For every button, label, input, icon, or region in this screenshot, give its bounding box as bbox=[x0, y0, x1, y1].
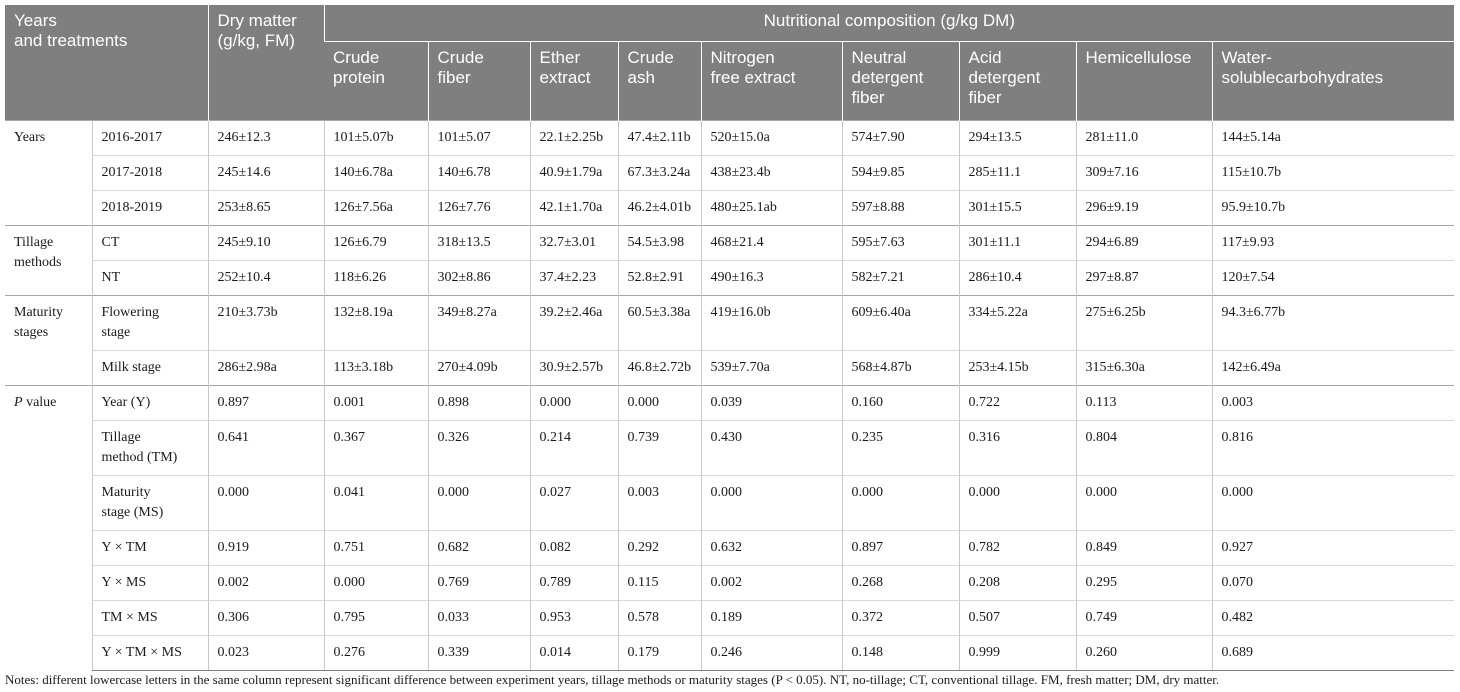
table-row bbox=[5, 476, 1454, 531]
table-cell: 296±9.19 bbox=[1076, 191, 1212, 226]
table-row bbox=[5, 566, 1454, 601]
table-cell: 113±3.18b bbox=[324, 351, 428, 386]
table-cell: 0.027 bbox=[530, 476, 618, 531]
table-cell: 120±7.54 bbox=[1212, 261, 1454, 296]
table-cell: 539±7.70a bbox=[701, 351, 842, 386]
row-label: 2016-2017 bbox=[92, 121, 208, 156]
table-cell: 0.795 bbox=[324, 601, 428, 636]
table-cell: 0.898 bbox=[428, 386, 530, 421]
table-cell: 246±12.3 bbox=[208, 121, 324, 156]
table-cell: 0.113 bbox=[1076, 386, 1212, 421]
table-cell: 252±10.4 bbox=[208, 261, 324, 296]
table-cell: 294±13.5 bbox=[959, 121, 1076, 156]
table-cell: 0.306 bbox=[208, 601, 324, 636]
table-cell: 286±2.98a bbox=[208, 351, 324, 386]
table-cell: 0.000 bbox=[1076, 476, 1212, 531]
table-cell: 574±7.90 bbox=[842, 121, 959, 156]
table-cell: 0.897 bbox=[208, 386, 324, 421]
table-cell: 0.041 bbox=[324, 476, 428, 531]
table-cell: 568±4.87b bbox=[842, 351, 959, 386]
table-cell: 0.999 bbox=[959, 636, 1076, 671]
table-container bbox=[5, 5, 1454, 671]
header-dry-matter: Dry matter (g/kg, FM) bbox=[208, 5, 324, 121]
row-label: Flowering stage bbox=[92, 296, 208, 351]
table-cell: 438±23.4b bbox=[701, 156, 842, 191]
table-cell: 0.002 bbox=[701, 566, 842, 601]
row-label: TM × MS bbox=[92, 601, 208, 636]
table-cell: 32.7±3.01 bbox=[530, 226, 618, 261]
table-cell: 0.632 bbox=[701, 531, 842, 566]
table-cell: 94.3±6.77b bbox=[1212, 296, 1454, 351]
table-cell: 101±5.07 bbox=[428, 121, 530, 156]
group-label: Tillage methods bbox=[5, 226, 92, 296]
table-cell: 0.682 bbox=[428, 531, 530, 566]
table-row bbox=[5, 531, 1454, 566]
table-cell: 0.751 bbox=[324, 531, 428, 566]
table-cell: 0.179 bbox=[618, 636, 701, 671]
table-cell: 47.4±2.11b bbox=[618, 121, 701, 156]
table-cell: 0.000 bbox=[428, 476, 530, 531]
table-cell: 0.000 bbox=[701, 476, 842, 531]
header-years-treatments: Years and treatments bbox=[5, 5, 208, 121]
table-cell: 286±10.4 bbox=[959, 261, 1076, 296]
header-column: Hemicellulose bbox=[1076, 42, 1212, 121]
group-label: P value bbox=[5, 386, 92, 671]
table-cell: 0.326 bbox=[428, 421, 530, 476]
table-cell: 595±7.63 bbox=[842, 226, 959, 261]
table-cell: 419±16.0b bbox=[701, 296, 842, 351]
table-cell: 30.9±2.57b bbox=[530, 351, 618, 386]
row-label: Y × MS bbox=[92, 566, 208, 601]
table-cell: 315±6.30a bbox=[1076, 351, 1212, 386]
table-cell: 0.897 bbox=[842, 531, 959, 566]
header-column: Nitrogen free extract bbox=[701, 42, 842, 121]
header-column: Neutral detergent fiber bbox=[842, 42, 959, 121]
table-cell: 270±4.09b bbox=[428, 351, 530, 386]
table-cell: 0.208 bbox=[959, 566, 1076, 601]
table-cell: 0.919 bbox=[208, 531, 324, 566]
table-cell: 140±6.78a bbox=[324, 156, 428, 191]
table-cell: 0.722 bbox=[959, 386, 1076, 421]
row-label: NT bbox=[92, 261, 208, 296]
table-cell: 0.148 bbox=[842, 636, 959, 671]
table-row bbox=[5, 386, 1454, 421]
table-cell: 253±4.15b bbox=[959, 351, 1076, 386]
table-cell: 0.000 bbox=[208, 476, 324, 531]
table-cell: 301±11.1 bbox=[959, 226, 1076, 261]
table-notes: Notes: different lowercase letters in the same column represent significant difference between experiment years, tillage methods or maturity stages (P < 0.05). NT, no-tillage; CT, conventional tillage. FM, fresh matter; DM, dry matter. bbox=[5, 672, 1220, 687]
table-cell: 0.953 bbox=[530, 601, 618, 636]
table-cell: 0.507 bbox=[959, 601, 1076, 636]
table-cell: 0.115 bbox=[618, 566, 701, 601]
table-cell: 0.023 bbox=[208, 636, 324, 671]
table-cell: 0.292 bbox=[618, 531, 701, 566]
table-cell: 0.235 bbox=[842, 421, 959, 476]
table-cell: 0.769 bbox=[428, 566, 530, 601]
table-cell: 0.339 bbox=[428, 636, 530, 671]
table-row bbox=[5, 121, 1454, 156]
header-column: Water- solublecarbohydrates bbox=[1212, 42, 1454, 121]
group-label: Years bbox=[5, 121, 92, 226]
table-cell: 0.295 bbox=[1076, 566, 1212, 601]
table-cell: 480±25.1ab bbox=[701, 191, 842, 226]
table-cell: 245±14.6 bbox=[208, 156, 324, 191]
row-label: 2017-2018 bbox=[92, 156, 208, 191]
table-cell: 0.001 bbox=[324, 386, 428, 421]
table-cell: 126±7.56a bbox=[324, 191, 428, 226]
header-column: Crude protein bbox=[324, 42, 428, 121]
table-row bbox=[5, 191, 1454, 226]
header-column: Crude fiber bbox=[428, 42, 530, 121]
table-cell: 0.000 bbox=[618, 386, 701, 421]
table-cell: 52.8±2.91 bbox=[618, 261, 701, 296]
table-cell: 582±7.21 bbox=[842, 261, 959, 296]
table-cell: 0.002 bbox=[208, 566, 324, 601]
table-cell: 468±21.4 bbox=[701, 226, 842, 261]
table-cell: 0.430 bbox=[701, 421, 842, 476]
table-cell: 490±16.3 bbox=[701, 261, 842, 296]
table-cell: 46.8±2.72b bbox=[618, 351, 701, 386]
table-row bbox=[5, 351, 1454, 386]
table-cell: 0.789 bbox=[530, 566, 618, 601]
table-cell: 609±6.40a bbox=[842, 296, 959, 351]
table-row bbox=[5, 156, 1454, 191]
table-header bbox=[5, 5, 1454, 121]
table-cell: 118±6.26 bbox=[324, 261, 428, 296]
table-row bbox=[5, 421, 1454, 476]
nutrition-table bbox=[5, 5, 1454, 671]
table-row bbox=[5, 226, 1454, 261]
table-cell: 0.014 bbox=[530, 636, 618, 671]
table-row bbox=[5, 296, 1454, 351]
table-row bbox=[5, 601, 1454, 636]
table-cell: 210±3.73b bbox=[208, 296, 324, 351]
table-cell: 0.689 bbox=[1212, 636, 1454, 671]
table-cell: 144±5.14a bbox=[1212, 121, 1454, 156]
table-cell: 115±10.7b bbox=[1212, 156, 1454, 191]
table-cell: 126±7.76 bbox=[428, 191, 530, 226]
row-label: Tillage method (TM) bbox=[92, 421, 208, 476]
row-label: Y × TM bbox=[92, 531, 208, 566]
table-cell: 0.000 bbox=[842, 476, 959, 531]
table-cell: 275±6.25b bbox=[1076, 296, 1212, 351]
table-cell: 0.189 bbox=[701, 601, 842, 636]
table-cell: 597±8.88 bbox=[842, 191, 959, 226]
table-cell: 67.3±3.24a bbox=[618, 156, 701, 191]
table-cell: 281±11.0 bbox=[1076, 121, 1212, 156]
table-cell: 253±8.65 bbox=[208, 191, 324, 226]
table-cell: 54.5±3.98 bbox=[618, 226, 701, 261]
table-cell: 0.160 bbox=[842, 386, 959, 421]
table-cell: 285±11.1 bbox=[959, 156, 1076, 191]
table-cell: 0.578 bbox=[618, 601, 701, 636]
table-cell: 0.039 bbox=[701, 386, 842, 421]
table-cell: 101±5.07b bbox=[324, 121, 428, 156]
table-cell: 0.268 bbox=[842, 566, 959, 601]
table-cell: 318±13.5 bbox=[428, 226, 530, 261]
table-cell: 302±8.86 bbox=[428, 261, 530, 296]
table-cell: 22.1±2.25b bbox=[530, 121, 618, 156]
table-cell: 140±6.78 bbox=[428, 156, 530, 191]
header-column: Ether extract bbox=[530, 42, 618, 121]
table-cell: 0.000 bbox=[324, 566, 428, 601]
table-row bbox=[5, 636, 1454, 671]
table-cell: 0.739 bbox=[618, 421, 701, 476]
table-cell: 0.082 bbox=[530, 531, 618, 566]
table-cell: 126±6.79 bbox=[324, 226, 428, 261]
table-cell: 245±9.10 bbox=[208, 226, 324, 261]
table-cell: 0.260 bbox=[1076, 636, 1212, 671]
table-cell: 0.276 bbox=[324, 636, 428, 671]
table-row bbox=[5, 261, 1454, 296]
table-cell: 0.214 bbox=[530, 421, 618, 476]
table-cell: 0.372 bbox=[842, 601, 959, 636]
table-cell: 0.804 bbox=[1076, 421, 1212, 476]
table-cell: 0.246 bbox=[701, 636, 842, 671]
row-label: Year (Y) bbox=[92, 386, 208, 421]
table-cell: 0.033 bbox=[428, 601, 530, 636]
header-column: Acid detergent fiber bbox=[959, 42, 1076, 121]
table-cell: 0.003 bbox=[1212, 386, 1454, 421]
table-cell: 0.316 bbox=[959, 421, 1076, 476]
row-label: Milk stage bbox=[92, 351, 208, 386]
table-cell: 40.9±1.79a bbox=[530, 156, 618, 191]
table-cell: 0.749 bbox=[1076, 601, 1212, 636]
row-label: Y × TM × MS bbox=[92, 636, 208, 671]
table-cell: 0.849 bbox=[1076, 531, 1212, 566]
table-cell: 349±8.27a bbox=[428, 296, 530, 351]
table-cell: 0.003 bbox=[618, 476, 701, 531]
table-cell: 37.4±2.23 bbox=[530, 261, 618, 296]
table-cell: 0.482 bbox=[1212, 601, 1454, 636]
table-cell: 132±8.19a bbox=[324, 296, 428, 351]
table-cell: 301±15.5 bbox=[959, 191, 1076, 226]
table-body bbox=[5, 121, 1454, 671]
table-cell: 594±9.85 bbox=[842, 156, 959, 191]
table-cell: 142±6.49a bbox=[1212, 351, 1454, 386]
row-label: 2018-2019 bbox=[92, 191, 208, 226]
row-label: Maturity stage (MS) bbox=[92, 476, 208, 531]
table-cell: 309±7.16 bbox=[1076, 156, 1212, 191]
row-label: CT bbox=[92, 226, 208, 261]
table-cell: 0.070 bbox=[1212, 566, 1454, 601]
table-cell: 60.5±3.38a bbox=[618, 296, 701, 351]
table-cell: 0.927 bbox=[1212, 531, 1454, 566]
table-cell: 0.000 bbox=[959, 476, 1076, 531]
table-cell: 0.782 bbox=[959, 531, 1076, 566]
table-cell: 39.2±2.46a bbox=[530, 296, 618, 351]
table-cell: 297±8.87 bbox=[1076, 261, 1212, 296]
table-cell: 46.2±4.01b bbox=[618, 191, 701, 226]
group-label: Maturity stages bbox=[5, 296, 92, 386]
table-cell: 294±6.89 bbox=[1076, 226, 1212, 261]
table-cell: 42.1±1.70a bbox=[530, 191, 618, 226]
header-nutritional-composition: Nutritional composition (g/kg DM) bbox=[324, 5, 1454, 42]
table-cell: 0.000 bbox=[1212, 476, 1454, 531]
table-cell: 334±5.22a bbox=[959, 296, 1076, 351]
table-cell: 0.816 bbox=[1212, 421, 1454, 476]
table-cell: 0.367 bbox=[324, 421, 428, 476]
header-column: Crude ash bbox=[618, 42, 701, 121]
table-cell: 0.641 bbox=[208, 421, 324, 476]
table-cell: 95.9±10.7b bbox=[1212, 191, 1454, 226]
table-cell: 117±9.93 bbox=[1212, 226, 1454, 261]
table-cell: 0.000 bbox=[530, 386, 618, 421]
table-cell: 520±15.0a bbox=[701, 121, 842, 156]
